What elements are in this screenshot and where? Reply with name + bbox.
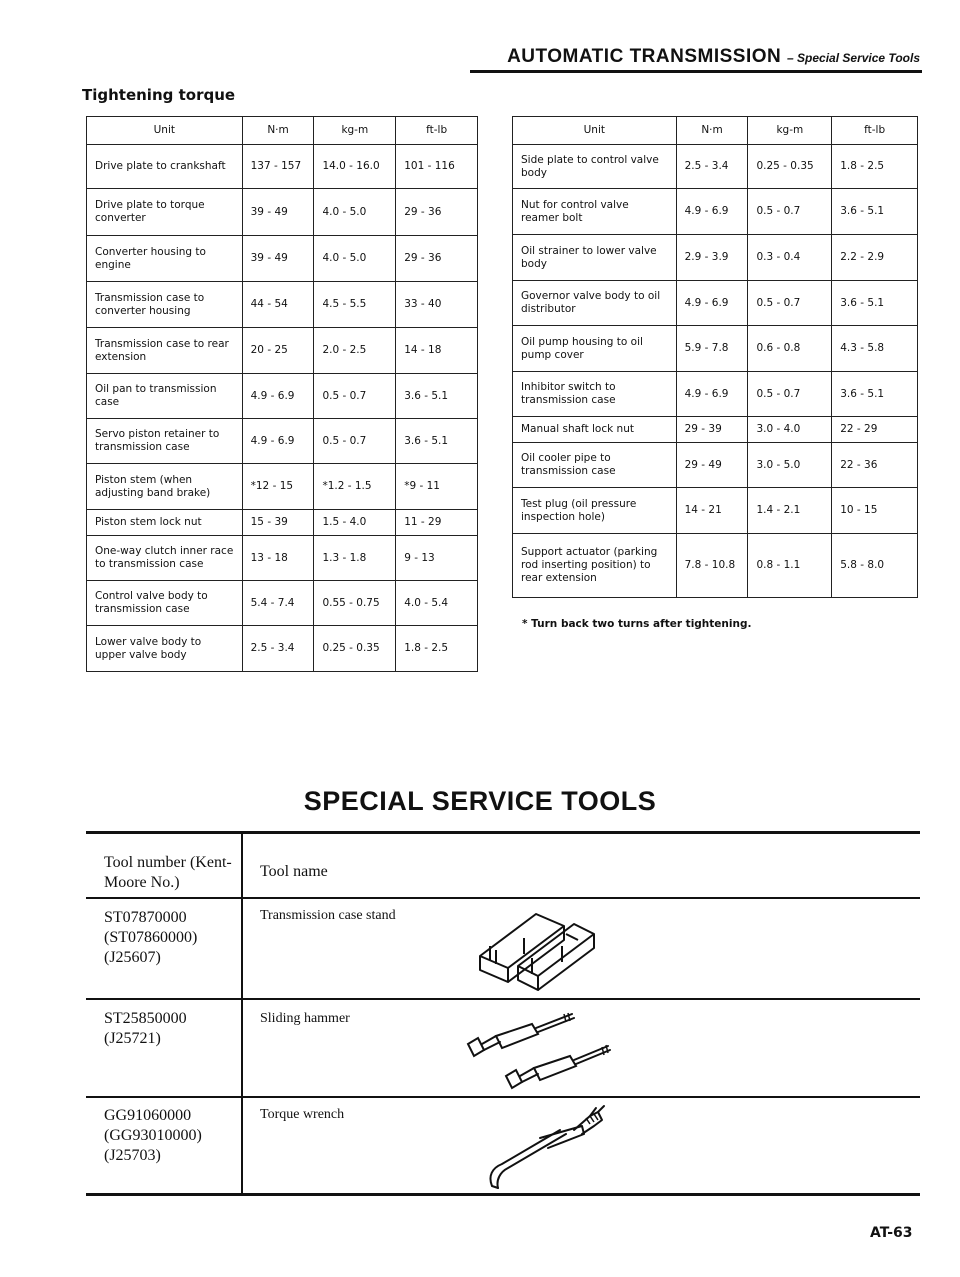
kgm-cell: 4.0 - 5.0	[314, 236, 396, 282]
nm-cell: 39 - 49	[242, 189, 314, 236]
ftlb-cell: 3.6 - 5.1	[396, 419, 478, 464]
unit-cell: Converter housing to engine	[87, 236, 243, 282]
kgm-cell: 1.3 - 1.8	[314, 536, 396, 581]
tools-top-rule	[86, 831, 920, 834]
unit-cell: Nut for control valve reamer bolt	[513, 189, 677, 235]
kgm-cell: 1.5 - 4.0	[314, 510, 396, 536]
table-row	[513, 235, 918, 281]
nm-cell: 4.9 - 6.9	[676, 189, 748, 235]
table-row	[87, 282, 478, 328]
unit-cell: Servo piston retainer to transmission case	[87, 419, 243, 464]
ftlb-cell: 1.8 - 2.5	[396, 626, 478, 672]
table-row	[513, 488, 918, 534]
nm-cell: 20 - 25	[242, 328, 314, 374]
tool-name: Sliding hammer	[260, 1011, 350, 1026]
kgm-cell: 14.0 - 16.0	[314, 145, 396, 189]
ftlb-cell: 3.6 - 5.1	[832, 372, 918, 417]
nm-cell: 39 - 49	[242, 236, 314, 282]
tool-number: GG91060000 (GG93010000) (J25703)	[104, 1107, 202, 1164]
ftlb-cell: 9 - 13	[396, 536, 478, 581]
unit-cell: Test plug (oil pressure inspection hole)	[513, 488, 677, 534]
ftlb-cell: 29 - 36	[396, 189, 478, 236]
ftlb-cell: *9 - 11	[396, 464, 478, 510]
kgm-cell: 4.0 - 5.0	[314, 189, 396, 236]
unit-cell: Drive plate to crankshaft	[87, 145, 243, 189]
kgm-cell: 0.25 - 0.35	[748, 145, 832, 189]
ftlb-cell: 29 - 36	[396, 236, 478, 282]
ftlb-cell: 4.3 - 5.8	[832, 326, 918, 372]
column-header: ft-lb	[832, 117, 918, 145]
nm-cell: 2.5 - 3.4	[676, 145, 748, 189]
unit-cell: Oil cooler pipe to transmission case	[513, 443, 677, 488]
kgm-cell: 2.0 - 2.5	[314, 328, 396, 374]
table-row	[87, 374, 478, 419]
unit-cell: Piston stem (when adjusting band brake)	[87, 464, 243, 510]
ftlb-cell: 2.2 - 2.9	[832, 235, 918, 281]
kgm-cell: 0.5 - 0.7	[748, 281, 832, 326]
table-row	[87, 328, 478, 374]
unit-cell: Inhibitor switch to transmission case	[513, 372, 677, 417]
unit-cell: Oil pump housing to oil pump cover	[513, 326, 677, 372]
unit-cell: Lower valve body to upper valve body	[87, 626, 243, 672]
header-title: AUTOMATIC TRANSMISSION	[507, 46, 782, 67]
unit-cell: Manual shaft lock nut	[513, 417, 677, 443]
column-header: N·m	[676, 117, 748, 145]
ftlb-cell: 101 - 116	[396, 145, 478, 189]
unit-cell: Transmission case to rear extension	[87, 328, 243, 374]
column-header: kg-m	[314, 117, 396, 145]
ftlb-cell: 3.6 - 5.1	[396, 374, 478, 419]
kgm-cell: 3.0 - 4.0	[748, 417, 832, 443]
unit-cell: Drive plate to torque converter	[87, 189, 243, 236]
kgm-cell: 0.3 - 0.4	[748, 235, 832, 281]
table-row	[513, 145, 918, 189]
unit-cell: Oil strainer to lower valve body	[513, 235, 677, 281]
nm-cell: 29 - 49	[676, 443, 748, 488]
ftlb-cell: 3.6 - 5.1	[832, 189, 918, 235]
kgm-cell: 0.5 - 0.7	[748, 372, 832, 417]
footnote: * Turn back two turns after tightening.	[522, 618, 752, 630]
nm-cell: 29 - 39	[676, 417, 748, 443]
tools-column-divider	[241, 833, 243, 1194]
unit-cell: Control valve body to transmission case	[87, 581, 243, 626]
table-row	[87, 236, 478, 282]
nm-cell: 4.9 - 6.9	[242, 374, 314, 419]
nm-cell: 4.9 - 6.9	[676, 372, 748, 417]
unit-cell: Transmission case to converter housing	[87, 282, 243, 328]
nm-cell: 137 - 157	[242, 145, 314, 189]
unit-cell: Piston stem lock nut	[87, 510, 243, 536]
unit-cell: Side plate to control valve body	[513, 145, 677, 189]
table-row	[513, 372, 918, 417]
tools-bottom-rule	[86, 1193, 920, 1196]
tools-col-number-header: Tool number (Kent-Moore No.)	[104, 854, 232, 891]
header-rule	[470, 70, 922, 73]
nm-cell: 7.8 - 10.8	[676, 534, 748, 598]
table-row	[513, 281, 918, 326]
column-header: kg-m	[748, 117, 832, 145]
column-header: Unit	[87, 117, 243, 145]
tools-row-rule	[86, 998, 920, 1000]
torque-table-left	[86, 116, 478, 672]
ftlb-cell: 5.8 - 8.0	[832, 534, 918, 598]
unit-cell: Governor valve body to oil distributor	[513, 281, 677, 326]
nm-cell: 2.9 - 3.9	[676, 235, 748, 281]
kgm-cell: 0.6 - 0.8	[748, 326, 832, 372]
table-row	[87, 189, 478, 236]
table-row	[87, 581, 478, 626]
ftlb-cell: 22 - 29	[832, 417, 918, 443]
ftlb-cell: 33 - 40	[396, 282, 478, 328]
column-header: ft-lb	[396, 117, 478, 145]
table-row	[87, 464, 478, 510]
ftlb-cell: 22 - 36	[832, 443, 918, 488]
column-header: Unit	[513, 117, 677, 145]
nm-cell: 4.9 - 6.9	[676, 281, 748, 326]
table-row	[513, 326, 918, 372]
tool-number: ST07870000 (ST07860000) (J25607)	[104, 909, 198, 966]
unit-cell: Oil pan to transmission case	[87, 374, 243, 419]
tool-name: Transmission case stand	[260, 908, 396, 923]
header-subtitle: – Special Service Tools	[787, 51, 920, 65]
unit-cell: One-way clutch inner race to transmission case	[87, 536, 243, 581]
kgm-cell: *1.2 - 1.5	[314, 464, 396, 510]
table-row	[87, 626, 478, 672]
kgm-cell: 0.5 - 0.7	[748, 189, 832, 235]
section-title: Tightening torque	[82, 86, 236, 104]
tools-col-name-header: Tool name	[260, 863, 328, 880]
table-row	[513, 189, 918, 235]
table-row	[513, 417, 918, 443]
kgm-cell: 3.0 - 5.0	[748, 443, 832, 488]
tools-heading: SPECIAL SERVICE TOOLS	[303, 786, 657, 816]
nm-cell: *12 - 15	[242, 464, 314, 510]
page-number: AT-63	[870, 1225, 913, 1241]
ftlb-cell: 1.8 - 2.5	[832, 145, 918, 189]
tools-row-rule	[86, 1096, 920, 1098]
kgm-cell: 0.55 - 0.75	[314, 581, 396, 626]
ftlb-cell: 3.6 - 5.1	[832, 281, 918, 326]
column-header: N·m	[242, 117, 314, 145]
kgm-cell: 0.25 - 0.35	[314, 626, 396, 672]
tool-number: ST25850000 (J25721)	[104, 1010, 187, 1047]
wrench-icon	[478, 1104, 618, 1192]
kgm-cell: 0.5 - 0.7	[314, 419, 396, 464]
unit-cell: Support actuator (parking rod inserting position) to rear extension	[513, 534, 677, 598]
nm-cell: 13 - 18	[242, 536, 314, 581]
ftlb-cell: 4.0 - 5.4	[396, 581, 478, 626]
kgm-cell: 1.4 - 2.1	[748, 488, 832, 534]
ftlb-cell: 11 - 29	[396, 510, 478, 536]
hammer-icon	[456, 1010, 616, 1094]
kgm-cell: 0.5 - 0.7	[314, 374, 396, 419]
nm-cell: 2.5 - 3.4	[242, 626, 314, 672]
page-header	[480, 46, 920, 68]
nm-cell: 5.9 - 7.8	[676, 326, 748, 372]
torque-table-right	[512, 116, 918, 598]
table-row	[513, 534, 918, 598]
table-row	[87, 145, 478, 189]
nm-cell: 14 - 21	[676, 488, 748, 534]
table-row	[87, 510, 478, 536]
kgm-cell: 0.8 - 1.1	[748, 534, 832, 598]
table-row	[87, 419, 478, 464]
kgm-cell: 4.5 - 5.5	[314, 282, 396, 328]
table-row	[513, 443, 918, 488]
stand-icon	[466, 898, 606, 998]
table-row	[87, 536, 478, 581]
ftlb-cell: 10 - 15	[832, 488, 918, 534]
nm-cell: 15 - 39	[242, 510, 314, 536]
nm-cell: 5.4 - 7.4	[242, 581, 314, 626]
tool-name: Torque wrench	[260, 1107, 345, 1122]
nm-cell: 44 - 54	[242, 282, 314, 328]
ftlb-cell: 14 - 18	[396, 328, 478, 374]
nm-cell: 4.9 - 6.9	[242, 419, 314, 464]
